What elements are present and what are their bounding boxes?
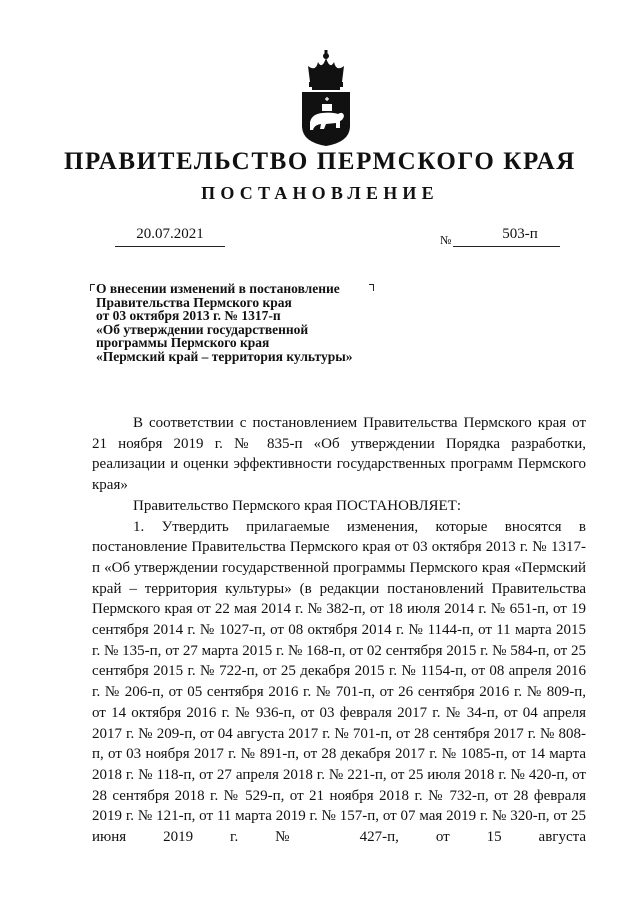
number-underline	[453, 246, 560, 247]
subject-line: от 03 октября 2013 г. № 1317-п	[96, 308, 281, 324]
document-type: ПОСТАНОВЛЕНИЕ	[201, 183, 439, 203]
subject-line: О внесении изменений в постановление	[96, 281, 340, 296]
subject-line: Правительства Пермского края	[96, 294, 292, 310]
date-underline	[115, 246, 225, 247]
document-subject	[96, 282, 396, 364]
item-1-paragraph: 1. Утвердить прилагаемые изменения, которые вносятся в постановление Правительства Пермского края от 03 октября 2013 г. № 1317-п «Об утверждении государственной программы Пермского края «Пермский край – территория культуры» (в редакции постановлений Правительства Пермского края от 22 мая 2014 г. № 382-п, от 18 июля 2014 г. № 651-п, от 19 сентября 2014 г. № 1027-п, от 08 октября 2014 г. № 1144-п, от 11 марта 2015 г. № 135-п, от 27 марта 2015 г. № 168-п, от 02 сентября 2015 г. № 584-п, от 25 сентября 2015 г. № 722-п, от 25 декабря 2015 г. № 1154-п, от 08 апреля 2016 г. № 206-п, от 05 сентября 2016 г. № 701-п, от 26 сентября 2016 г. № 809-п, от 14 октября 2016 г. № 936-п, от 03 февраля 2017 г. № 34-п, от 04 апреля 2017 г. № 209-п, от 04 августа 2017 г. № 701-п, от 28 сентября 2017 г. № 808-п, от 03 ноября 2017 г. № 891-п, от 28 декабря 2017 г. № 1085-п, от 14 марта 2018 г. № 118-п, от 27 апреля 2018 г. № 221-п, от 25 июля 2018 г. № 420-п, от 28 сентября 2018 г. № 529-п, от 21 ноября 2018 г. № 732-п, от 28 февраля 2019 г. № 121-п, от 11 марта 2019 г. № 157-п, от 07 мая 2019 г. № 320-п, от 25 июня 2019 г. № 427-п, от 15 августа	[92, 518, 586, 846]
document-number: 503-п	[502, 226, 538, 242]
subject-line: «Об утверждении государственной	[96, 321, 309, 337]
subject-line: программы Пермского края	[96, 335, 270, 351]
perm-krai-coat-of-arms-icon	[296, 48, 356, 148]
number-sign: №	[440, 233, 452, 247]
document-date: 20.07.2021	[136, 226, 204, 242]
preamble-paragraph: В соответствии с постановлением Правительства Пермского края от 21 ноября 2019 г. № 835-п «Об утверждении Порядка разработки, реализации и оценки эффективности государственных программ Пермского края»	[92, 415, 586, 494]
subject-corner-left	[90, 284, 95, 291]
document-body	[92, 413, 586, 848]
subject-line: «Пермский край – территория культуры»	[96, 348, 353, 364]
org-title: ПРАВИТЕЛЬСТВО ПЕРМСКОГО КРАЯ	[64, 148, 576, 175]
resolves-paragraph: Правительство Пермского края ПОСТАНОВЛЯЕТ:	[133, 497, 462, 514]
